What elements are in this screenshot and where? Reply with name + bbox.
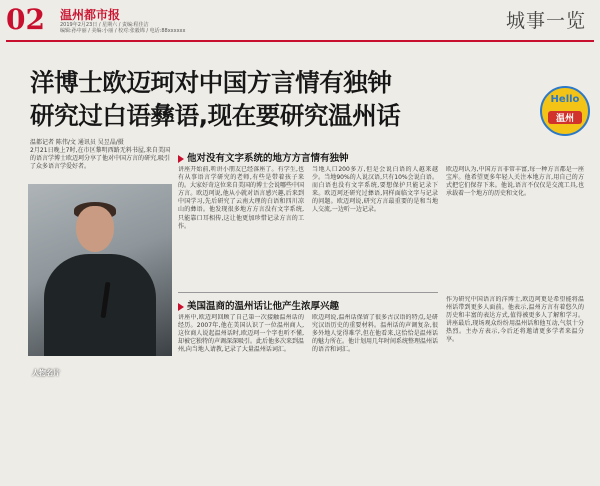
photo-head xyxy=(76,206,114,252)
paper-name: 温州都市报 xyxy=(60,8,121,22)
portrait-photo xyxy=(28,184,172,356)
body-column-3: 欧迈珂认为,中国方言非常丰富,每一种方言都是一座宝库。他希望更多年轻人关注本地方言,用自己的方式把它们保存下来。他说,语言不仅仅是交流工具,也承载着一个地方的历史和文化。 xyxy=(446,166,584,198)
section-divider xyxy=(178,292,438,293)
section-title: 城事一览 xyxy=(505,10,586,32)
subheading-2 xyxy=(178,298,339,312)
subheading-1 xyxy=(178,150,349,164)
headline-line-2: 研究过白语彝语,现在要研究温州话 xyxy=(30,101,401,130)
body-column-6: 作为研究中国语言的洋博士,欧迈珂更是希望能将温州话带到更多人面前。他表示,温州方言有着悠久的历史和丰富的表达方式,值得被更多人了解和学习。讲座最后,现场观众纷纷用温州话和他互动,气氛十分热烈。主办方表示,今后还将邀请更多学者来温分享。 xyxy=(446,296,584,344)
photo-body xyxy=(44,254,156,356)
masthead-meta xyxy=(60,22,185,34)
meta-line-2: 编辑:孙中丽 / 美编:小丽 / 校对:张毅锦 / 电话:88xxxxxx xyxy=(60,28,186,34)
page-number: 02 xyxy=(6,3,45,36)
triangle-marker-icon xyxy=(178,303,184,311)
subheading-1-text: 他对没有文字系统的地方方言情有独钟 xyxy=(187,153,349,164)
body-column-5: 欧迈珂说,温州话保留了很多古汉语的特点,是研究汉语历史的重要材料。温州话的声调复杂,很多外地人觉得难学,但在他看来,这恰恰是温州话的魅力所在。他计划用几年时间系统整理温州话的语音和词汇。 xyxy=(312,314,438,354)
body-column-4: 讲座中,欧迈珂回顾了自己第一次接触温州话的经历。2007年,他在美国认识了一位温州商人,这位商人说起温州话时,欧迈珂一个字也听不懂,却被它独特的声调深深吸引。此后他多次来到温州,向当地人请教,记录了大量温州话词汇。 xyxy=(178,314,304,354)
byline: 温都记者 陈伟/文 通讯员 吴昱晶/摄 xyxy=(30,139,124,146)
triangle-marker-icon xyxy=(178,155,184,163)
subheading-2-text: 美国温商的温州话让他产生浓厚兴趣 xyxy=(187,301,340,312)
meta-line-1: 2019年2月23日 / 星期六 / 责编:程佳洁 xyxy=(60,22,149,28)
hello-wenzhou-badge-icon xyxy=(540,86,590,136)
body-column-1: 讲座开始前,听讲小朋友已经落座了。有学生,也有从事语言学研究的老师,有些是带着孩子来的。大家好奇这位来自美国的博士会说哪些中国方言。欧迈珂说,他从小就对语言感兴趣,后来到中国学习,先后研究了云南大理的白语和四川凉山的彝语。他发现很多地方方言没有文字系统,只能靠口耳相传,这让他更加珍惜记录方言的工作。 xyxy=(178,166,304,230)
headline-line-1: 洋博士欧迈珂对中国方言情有独钟 xyxy=(30,68,392,97)
lead-paragraph: 2月21日晚上7时,在市区黎明西路无料书屋,来自美国的语言学博士欧迈珂分享了他对中国方言的研究,吸引了众多语言学爱好者。 xyxy=(30,147,170,171)
badge-hello-text: Hello xyxy=(550,94,580,105)
badge-city-text: 温州 xyxy=(548,111,582,124)
masthead-divider xyxy=(6,40,594,42)
photo-caption: 人物名片 xyxy=(32,369,60,377)
body-column-2: 当地人口200多万,但是会说白语的人越来越少。当地90%的人说汉语,只有10%会说白语。而白语也没有文字系统,要想保护只能记录下来。欧迈珂还研究过彝语,同样面临文字与记录的问题。欧迈珂说,研究方言最重要的是和当地人交流,一边听一边记录。 xyxy=(312,166,438,214)
headline xyxy=(30,66,535,132)
